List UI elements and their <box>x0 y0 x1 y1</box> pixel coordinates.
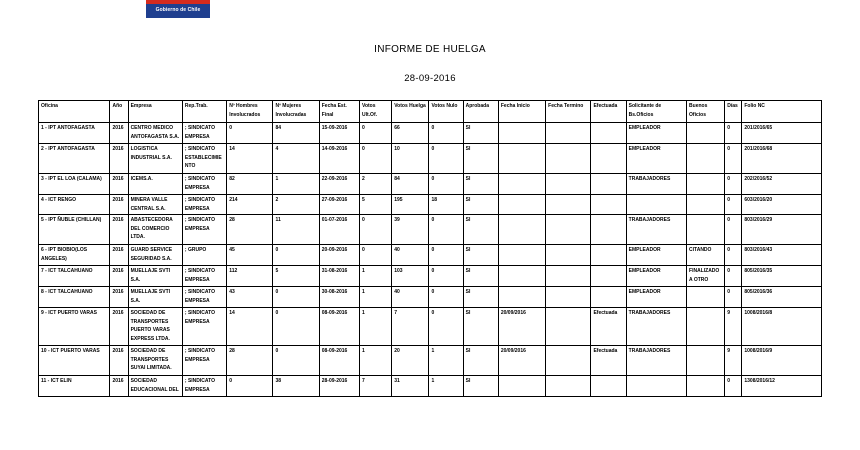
table-row <box>39 123 822 144</box>
table-cell: 14-09-2016 <box>319 144 359 174</box>
table-cell: 9 <box>725 308 742 346</box>
table-cell: 2 <box>360 174 392 195</box>
table-cell: 603/2016/20 <box>742 195 822 215</box>
table-cell <box>546 376 591 397</box>
table-cell: 31 <box>392 376 429 397</box>
table-cell: 3 - IPT EL LOA (CALAMA) <box>39 174 110 195</box>
table-cell: 31-08-2016 <box>319 266 359 287</box>
table-cell <box>591 123 626 144</box>
table-cell: 1 <box>429 346 463 376</box>
table-cell <box>687 123 725 144</box>
table-cell: 20 <box>392 346 429 376</box>
table-cell: 2016 <box>110 346 128 376</box>
table-cell <box>498 215 545 245</box>
column-header: Empresa <box>128 101 182 123</box>
logo-text: Gobierno de Chile <box>155 7 201 13</box>
table-cell: 0 <box>360 123 392 144</box>
table-cell: 0 <box>429 287 463 308</box>
table-cell: 20-09-2016 <box>319 245 359 266</box>
column-header: Días <box>725 101 742 123</box>
table-cell: MUELLAJE SVTI S.A. <box>128 287 182 308</box>
table-cell: MINERA VALLE CENTRAL S.A. <box>128 195 182 215</box>
table-cell: EMPLEADOR <box>626 245 686 266</box>
government-logo <box>146 0 210 18</box>
table-cell <box>498 266 545 287</box>
table-cell: 28 <box>227 346 273 376</box>
table-cell: 2016 <box>110 215 128 245</box>
table-cell: ; SINDICATO EMPRESA <box>182 376 226 397</box>
table-cell: 0 <box>725 287 742 308</box>
table-cell: 202/2016/52 <box>742 174 822 195</box>
table-cell: EMPLEADOR <box>626 144 686 174</box>
table-cell: 2 - IPT ANTOFAGASTA <box>39 144 110 174</box>
table-cell <box>687 215 725 245</box>
table-row <box>39 144 822 174</box>
table-cell: TRABAJADORES <box>626 174 686 195</box>
table-cell: 1 - IPT ANTOFAGASTA <box>39 123 110 144</box>
table-cell: 103 <box>392 266 429 287</box>
table-cell: SI <box>463 144 498 174</box>
table-row <box>39 215 822 245</box>
table-cell: 6 - IPT BIOBIO(LOS ANGELES) <box>39 245 110 266</box>
table-cell: EMPLEADOR <box>626 266 686 287</box>
table-cell: 0 <box>429 215 463 245</box>
column-header: Fecha Inicio <box>498 101 545 123</box>
table-cell: 10 - ICT PUERTO VARAS <box>39 346 110 376</box>
table-cell: 20/09/2016 <box>498 308 545 346</box>
table-cell: 803/2016/29 <box>742 215 822 245</box>
table-cell: 0 <box>429 174 463 195</box>
table-cell: EMPLEADOR <box>626 123 686 144</box>
table-cell: ABASTECEDORA DEL COMERCIO LTDA. <box>128 215 182 245</box>
table-cell: 0 <box>725 174 742 195</box>
table-cell: 18 <box>429 195 463 215</box>
table-row <box>39 287 822 308</box>
table-cell <box>498 144 545 174</box>
table-cell: ; SINDICATO ESTABLECIMIENTO <box>182 144 226 174</box>
table-cell: ICEMS.A. <box>128 174 182 195</box>
table-cell: 11 - ICT ELIN <box>39 376 110 397</box>
table-cell <box>591 245 626 266</box>
column-header: Rep.Trab. <box>182 101 226 123</box>
table-cell: SI <box>463 245 498 266</box>
table-cell: 15-09-2016 <box>319 123 359 144</box>
table-cell: 22-09-2016 <box>319 174 359 195</box>
table-cell: 0 <box>273 346 319 376</box>
table-cell: 2016 <box>110 195 128 215</box>
table-cell: 84 <box>273 123 319 144</box>
table-cell: 201/2016/65 <box>742 123 822 144</box>
table-cell: SI <box>463 308 498 346</box>
table-cell: SI <box>463 123 498 144</box>
table-cell: ; SINDICATO EMPRESA <box>182 174 226 195</box>
table-cell: 0 <box>725 144 742 174</box>
table-cell: 0 <box>725 215 742 245</box>
table-row <box>39 195 822 215</box>
table-cell: 0 <box>227 123 273 144</box>
table-cell <box>687 195 725 215</box>
table-cell: 1 <box>360 346 392 376</box>
table-cell <box>591 215 626 245</box>
table-cell: 0 <box>429 144 463 174</box>
table-cell: ; SINDICATO EMPRESA <box>182 308 226 346</box>
table-row <box>39 376 822 397</box>
table-cell: SI <box>463 266 498 287</box>
table-cell: 1 <box>360 287 392 308</box>
table-cell <box>546 346 591 376</box>
table-cell: 2016 <box>110 123 128 144</box>
table-cell: 2016 <box>110 144 128 174</box>
table-cell: 84 <box>392 174 429 195</box>
table-cell <box>546 144 591 174</box>
table-cell: 39 <box>392 215 429 245</box>
table-cell: 2016 <box>110 266 128 287</box>
table-cell <box>687 308 725 346</box>
table-cell: 28-09-2016 <box>319 376 359 397</box>
logo-red-bar <box>146 0 210 4</box>
table-cell: 0 <box>725 245 742 266</box>
table-cell: ; SINDICATO EMPRESA <box>182 123 226 144</box>
table-cell <box>546 123 591 144</box>
table-cell: 805/2016/35 <box>742 266 822 287</box>
table-cell <box>546 174 591 195</box>
column-header: Nº Hombres Involucrados <box>227 101 273 123</box>
table-cell: 08-09-2016 <box>319 346 359 376</box>
table-cell: 1 <box>429 376 463 397</box>
table-cell <box>498 123 545 144</box>
table-row <box>39 266 822 287</box>
table-cell <box>546 287 591 308</box>
table-cell: ; SINDICATO EMPRESA <box>182 346 226 376</box>
table-cell: 66 <box>392 123 429 144</box>
column-header: Año <box>110 101 128 123</box>
table-cell <box>546 215 591 245</box>
table-cell: 195 <box>392 195 429 215</box>
table-cell: 0 <box>273 308 319 346</box>
column-header: Folio NC <box>742 101 822 123</box>
table-cell: ; SINDICATO EMPRESA <box>182 266 226 287</box>
table-cell: 5 <box>360 195 392 215</box>
table-cell <box>687 174 725 195</box>
table-cell: SI <box>463 215 498 245</box>
table-cell: 4 <box>273 144 319 174</box>
table-cell: TRABAJADORES <box>626 308 686 346</box>
table-cell: 2016 <box>110 308 128 346</box>
table-cell: SI <box>463 287 498 308</box>
table-cell: 14 <box>227 144 273 174</box>
column-header: Buenos Oficios <box>687 101 725 123</box>
table-cell: 9 - ICT PUERTO VARAS <box>39 308 110 346</box>
table-cell: Efectuada <box>591 346 626 376</box>
table-cell: 2 <box>273 195 319 215</box>
table-cell: 0 <box>725 123 742 144</box>
table-row <box>39 308 822 346</box>
table-cell <box>626 376 686 397</box>
table-cell: 1008/2016/8 <box>742 308 822 346</box>
table-cell: 40 <box>392 287 429 308</box>
table-cell: 2016 <box>110 174 128 195</box>
table-cell: 10 <box>392 144 429 174</box>
table-cell: SOCIEDAD EDUCACIONAL DEL <box>128 376 182 397</box>
table-cell <box>687 346 725 376</box>
table-cell: 0 <box>360 215 392 245</box>
table-cell <box>591 195 626 215</box>
table-cell <box>546 195 591 215</box>
table-cell: Efectuada <box>591 308 626 346</box>
table-cell: CENTRO MEDICO ANTOFAGASTA S.A. <box>128 123 182 144</box>
table-cell: 0 <box>273 287 319 308</box>
table-cell: 0 <box>429 308 463 346</box>
table-cell: 20/09/2016 <box>498 346 545 376</box>
table-cell: EMPLEADOR <box>626 287 686 308</box>
column-header: Votos Ult.Of. <box>360 101 392 123</box>
strike-report-table <box>38 100 822 397</box>
table-cell: TRABAJADORES <box>626 346 686 376</box>
table-cell <box>687 144 725 174</box>
table-cell: LOGISTICA INDUSTRIAL S.A. <box>128 144 182 174</box>
table-cell: 0 <box>227 376 273 397</box>
table-cell: 1008/2016/9 <box>742 346 822 376</box>
table-cell <box>546 245 591 266</box>
table-cell: CITANDO <box>687 245 725 266</box>
table-cell: 0 <box>273 245 319 266</box>
table-cell: 2016 <box>110 376 128 397</box>
table-cell: 28 <box>227 215 273 245</box>
table-cell: ; GRUPO <box>182 245 226 266</box>
table-cell: 201/2016/68 <box>742 144 822 174</box>
table-cell: 1 <box>360 308 392 346</box>
report-date: 28-09-2016 <box>404 73 456 84</box>
table-cell: FINALIZADO A OTRO <box>687 266 725 287</box>
table-cell <box>687 376 725 397</box>
table-cell <box>591 376 626 397</box>
table-cell <box>591 174 626 195</box>
column-header: Efectuada <box>591 101 626 123</box>
table-cell: 7 <box>392 308 429 346</box>
table-cell: ; SINDICATO EMPRESA <box>182 215 226 245</box>
table-cell <box>498 376 545 397</box>
table-cell: 803/2016/43 <box>742 245 822 266</box>
column-header: Fecha Termino <box>546 101 591 123</box>
table-cell: 27-09-2016 <box>319 195 359 215</box>
table-cell <box>498 287 545 308</box>
table-cell: 112 <box>227 266 273 287</box>
table-cell: 0 <box>429 266 463 287</box>
table-cell: MUELLAJE SVTI S.A. <box>128 266 182 287</box>
table-cell: 43 <box>227 287 273 308</box>
table-cell: 45 <box>227 245 273 266</box>
table-cell <box>687 287 725 308</box>
table-header <box>39 101 822 123</box>
table-cell <box>591 287 626 308</box>
table-cell: 1308/2016/12 <box>742 376 822 397</box>
table-cell: 1 <box>360 266 392 287</box>
table-cell: 5 <box>273 266 319 287</box>
table-cell: 805/2016/36 <box>742 287 822 308</box>
table-cell: 7 <box>360 376 392 397</box>
table-cell: 2016 <box>110 245 128 266</box>
column-header: Votos Nulo <box>429 101 463 123</box>
table-cell: GUARD SERVICE SEGURIDAD S.A. <box>128 245 182 266</box>
table-cell: 0 <box>725 266 742 287</box>
table-cell: SOCIEDAD DE TRANSPORTES PUERTO VARAS EXPRESS LTDA. <box>128 308 182 346</box>
column-header: Aprobada <box>463 101 498 123</box>
table-row <box>39 346 822 376</box>
table-cell <box>591 144 626 174</box>
table-cell: 14 <box>227 308 273 346</box>
column-header: Oficina <box>39 101 110 123</box>
table-cell <box>546 308 591 346</box>
table-cell <box>498 245 545 266</box>
table-row <box>39 245 822 266</box>
table-cell <box>498 174 545 195</box>
table-cell: 82 <box>227 174 273 195</box>
table-cell: 2016 <box>110 287 128 308</box>
table-cell: 7 - ICT TALCAHUANO <box>39 266 110 287</box>
table-cell: ; SINDICATO EMPRESA <box>182 195 226 215</box>
table-cell: 11 <box>273 215 319 245</box>
table-cell: 8 - ICT TALCAHUANO <box>39 287 110 308</box>
table-cell: 0 <box>429 245 463 266</box>
table-cell: 4 - ICT RENGO <box>39 195 110 215</box>
column-header: Fecha Est. Final <box>319 101 359 123</box>
report-title: INFORME DE HUELGA <box>374 44 486 55</box>
table-cell: SI <box>463 376 498 397</box>
table-cell: 08-09-2016 <box>319 308 359 346</box>
table-cell: SI <box>463 346 498 376</box>
table-cell <box>546 266 591 287</box>
table-cell <box>626 195 686 215</box>
table-cell: 01-07-2016 <box>319 215 359 245</box>
table-cell: 0 <box>360 144 392 174</box>
table-cell <box>498 195 545 215</box>
table-body <box>39 123 822 397</box>
table-cell: 30-08-2016 <box>319 287 359 308</box>
table-row <box>39 174 822 195</box>
table-cell: SOCIEDAD DE TRANSPORTES SUYAI LIMITADA. <box>128 346 182 376</box>
table-cell: 0 <box>429 123 463 144</box>
table-cell <box>591 266 626 287</box>
table-cell: SI <box>463 195 498 215</box>
table-cell: 0 <box>360 245 392 266</box>
table-cell: 5 - IPT ÑUBLE (CHILLAN) <box>39 215 110 245</box>
table-cell: 0 <box>725 376 742 397</box>
column-header: Votos Huelga <box>392 101 429 123</box>
table-cell: 214 <box>227 195 273 215</box>
table-cell: 1 <box>273 174 319 195</box>
table-cell: 9 <box>725 346 742 376</box>
table-cell: 0 <box>725 195 742 215</box>
column-header: Nº Mujeres Involucradas <box>273 101 319 123</box>
column-header: Solicitante de Bs.Oficios <box>626 101 686 123</box>
table-cell: SI <box>463 174 498 195</box>
table-cell: 38 <box>273 376 319 397</box>
table-cell: TRABAJADORES <box>626 215 686 245</box>
table-cell: ; SINDICATO EMPRESA <box>182 287 226 308</box>
table-cell: 40 <box>392 245 429 266</box>
